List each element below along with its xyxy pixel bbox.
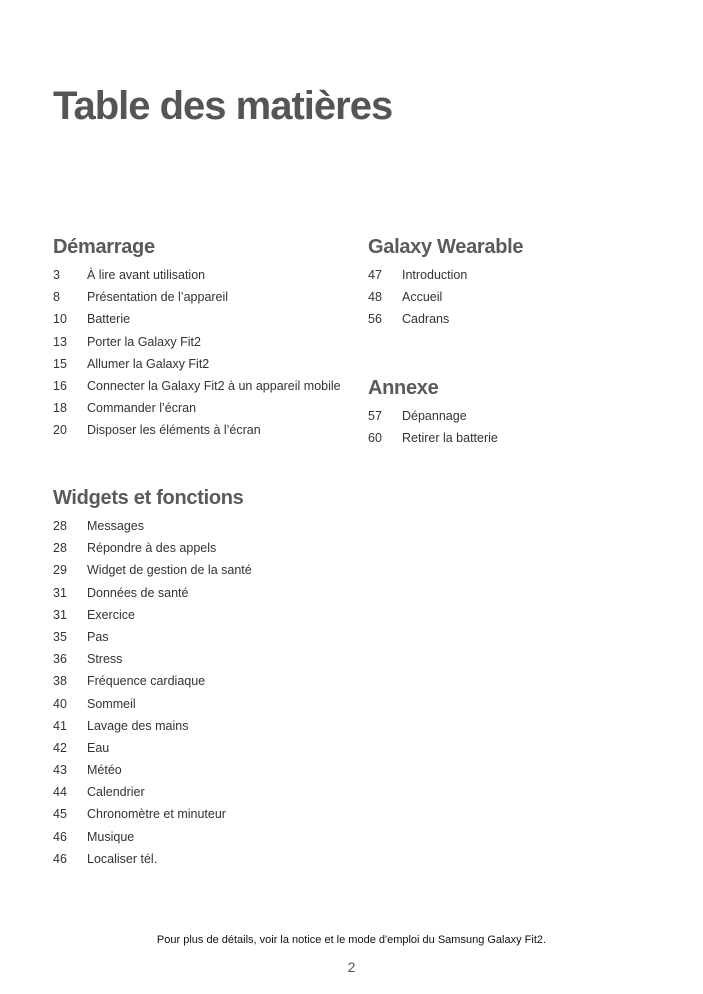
toc-entry-label: Météo (87, 763, 122, 778)
toc-entry[interactable] (53, 826, 252, 848)
toc-entry[interactable] (53, 626, 252, 648)
toc-page-number: 42 (53, 740, 67, 755)
toc-entry-label: Localiser tél. (87, 851, 158, 866)
toc-page-number: 47 (368, 268, 382, 282)
page-title: Table des matières (53, 84, 393, 128)
toc-entry-label: À lire avant utilisation (87, 268, 206, 282)
toc-page-number: 35 (53, 629, 67, 644)
toc-entry[interactable] (53, 515, 252, 537)
toc-entry-label: Widget de gestion de la santé (87, 563, 252, 578)
toc-entry-label: Eau (87, 740, 110, 755)
toc-entry[interactable] (53, 604, 252, 626)
toc-entry-label: Fréquence cardiaque (87, 674, 206, 689)
toc-entry-label: Lavage des mains (87, 718, 189, 733)
toc-entry-label: Disposer les éléments à l’écran (87, 423, 261, 438)
toc-entry[interactable] (53, 648, 252, 670)
toc-entry-label: Accueil (402, 290, 443, 305)
toc-entry-label: Musique (87, 829, 135, 844)
toc-entry[interactable] (368, 427, 498, 449)
toc-entry[interactable] (53, 781, 252, 803)
toc-page-number: 3 (53, 268, 60, 282)
toc-entry-label: Calendrier (87, 785, 145, 800)
toc-entry[interactable] (53, 715, 252, 737)
toc-entry-label: Données de santé (87, 585, 189, 600)
footer-note: Pour plus de détails, voir la notice et le mode d'emploi du Samsung Galaxy Fit2. (156, 934, 547, 946)
toc-entry[interactable] (368, 264, 523, 286)
page-number: 2 (347, 959, 356, 975)
toc-page-number: 41 (53, 718, 67, 733)
toc-page-number: 16 (53, 378, 67, 393)
toc-entry[interactable] (53, 286, 341, 308)
toc-list (368, 405, 498, 449)
toc-page-number: 44 (53, 785, 67, 800)
toc-entry-label: Chronomètre et minuteur (87, 807, 226, 822)
toc-page-number: 36 (53, 652, 67, 667)
toc-entry-label: Introduction (402, 268, 468, 282)
toc-entry[interactable] (53, 537, 252, 559)
toc-entry-label: Allumer la Galaxy Fit2 (87, 356, 210, 371)
toc-page-number: 8 (53, 290, 60, 305)
toc-list (368, 264, 523, 331)
toc-page-number: 29 (53, 563, 67, 578)
toc-entry-label: Sommeil (87, 696, 136, 711)
toc-entry[interactable] (368, 286, 523, 308)
toc-entry[interactable] (53, 397, 341, 419)
toc-entry[interactable] (53, 848, 252, 870)
toc-page-number: 28 (53, 541, 67, 556)
toc-entry-label: Commander l’écran (87, 401, 197, 416)
toc-page-number: 40 (53, 696, 67, 711)
toc-entry[interactable] (53, 559, 252, 581)
toc-page-number: 15 (53, 356, 67, 371)
toc-entry[interactable] (53, 737, 252, 759)
toc-page-number: 56 (368, 312, 382, 327)
toc-entry[interactable] (53, 693, 252, 715)
toc-entry[interactable] (368, 405, 498, 427)
toc-entry-label: Dépannage (402, 409, 467, 423)
toc-page-number: 45 (53, 807, 67, 822)
toc-entry[interactable] (368, 308, 523, 330)
toc-entry[interactable] (53, 670, 252, 692)
toc-entry-label: Pas (87, 629, 109, 644)
toc-list (53, 264, 341, 442)
toc-entry[interactable] (53, 759, 252, 781)
section-title: Démarrage (53, 236, 155, 258)
toc-page-number: 13 (53, 334, 67, 349)
section-annexe (368, 375, 498, 449)
toc-page-number: 43 (53, 763, 67, 778)
toc-entry[interactable] (53, 264, 341, 286)
toc-entry-label: Porter la Galaxy Fit2 (87, 334, 201, 349)
toc-entry[interactable] (53, 582, 252, 604)
toc-entry-label: Stress (87, 652, 123, 667)
toc-entry[interactable] (53, 375, 341, 397)
section-widgets-et-fonctions (53, 485, 252, 870)
toc-entry[interactable] (53, 419, 341, 441)
toc-entry-label: Présentation de l’appareil (87, 290, 229, 305)
toc-entry-label: Retirer la batterie (402, 431, 498, 446)
toc-page-number: 60 (368, 431, 382, 446)
toc-page-number: 48 (368, 290, 382, 305)
toc-page-number: 20 (53, 423, 67, 438)
toc-entry-label: Répondre à des appels (87, 541, 217, 556)
toc-entry-label: Messages (87, 519, 144, 533)
section-title: Galaxy Wearable (368, 236, 524, 258)
toc-page-number: 18 (53, 401, 67, 416)
toc-entry-label: Batterie (87, 312, 131, 327)
toc-page-number: 57 (368, 409, 382, 423)
toc-page-number: 31 (53, 585, 67, 600)
toc-page-number: 28 (53, 519, 67, 533)
section-title: Annexe (368, 377, 439, 399)
toc-page-number: 38 (53, 674, 67, 689)
section-title: Widgets et fonctions (53, 487, 244, 509)
toc-page-number: 10 (53, 312, 67, 327)
toc-entry[interactable] (53, 308, 341, 330)
toc-page-number: 31 (53, 607, 67, 622)
toc-list (53, 515, 252, 870)
section-galaxy-wearable (368, 234, 523, 331)
toc-entry[interactable] (53, 331, 341, 353)
toc-entry-label: Exercice (87, 607, 135, 622)
toc-entry[interactable] (53, 803, 252, 825)
toc-page-number: 46 (53, 851, 67, 866)
toc-entry-label: Cadrans (402, 312, 450, 327)
toc-entry-label: Connecter la Galaxy Fit2 à un appareil mobile (87, 378, 341, 393)
section-demarrage (53, 234, 341, 442)
toc-page-number: 46 (53, 829, 67, 844)
toc-entry[interactable] (53, 353, 341, 375)
